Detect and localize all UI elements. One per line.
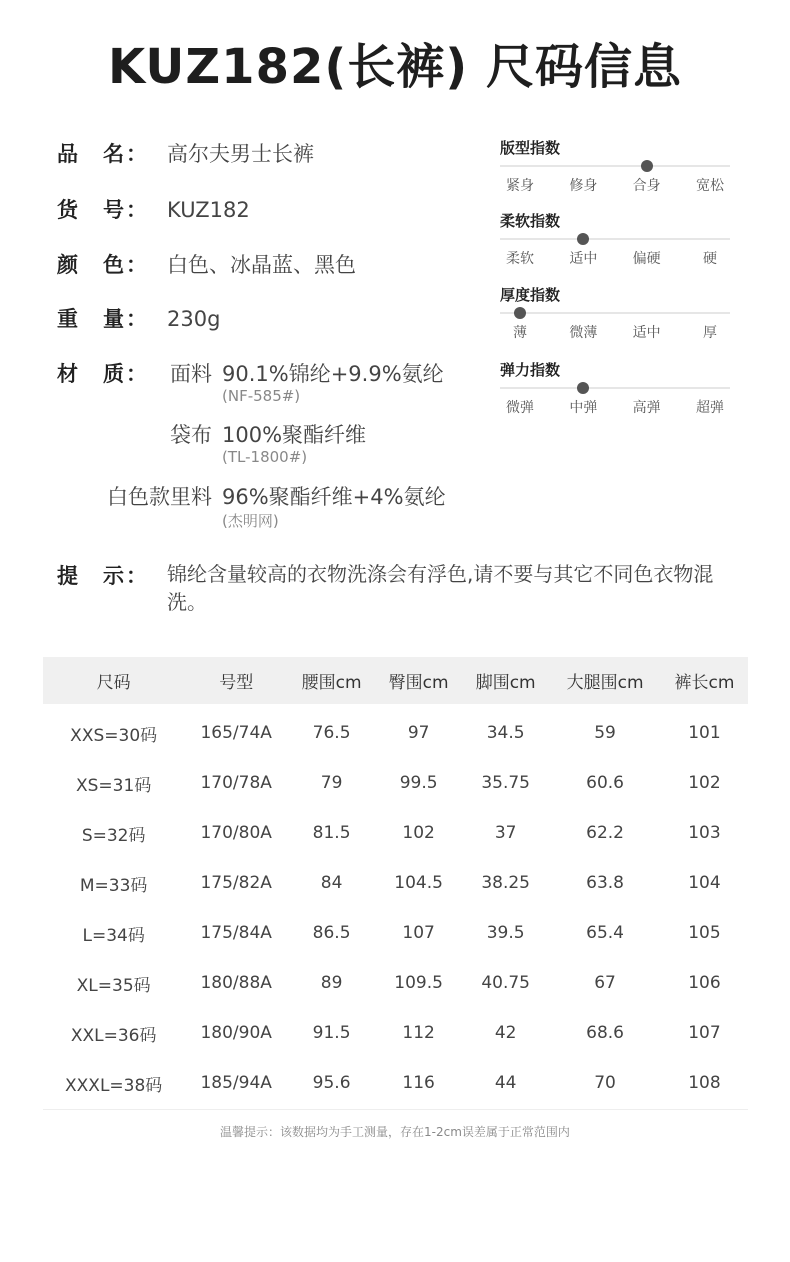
table-cell: 102 xyxy=(402,823,435,843)
column-header: 大腿围cm xyxy=(549,657,661,704)
table-cell: 107 xyxy=(688,1023,721,1043)
material-code: (NF-585#) xyxy=(222,387,301,405)
table-cell: 81.5 xyxy=(312,823,351,843)
elasticity-index xyxy=(500,359,730,417)
table-row xyxy=(43,858,748,908)
index-label: 超弹 xyxy=(695,400,724,416)
table-header-row xyxy=(43,657,748,704)
weight-label: 重 量： xyxy=(57,307,149,331)
table-cell: 76.5 xyxy=(312,723,351,743)
table-cell: 95.6 xyxy=(312,1073,351,1093)
table-cell: 34.5 xyxy=(486,723,525,743)
table-cell: 102 xyxy=(688,773,721,793)
table-cell: 101 xyxy=(688,723,721,743)
table-row xyxy=(43,704,748,758)
material-code: (杰明网) xyxy=(222,512,279,530)
material-label: 材 质： xyxy=(57,362,149,386)
table-cell: 108 xyxy=(688,1073,721,1093)
material-key: 袋布 xyxy=(170,423,212,447)
index-label: 薄 xyxy=(513,325,527,341)
index-track xyxy=(500,165,730,167)
index-label: 硬 xyxy=(702,251,717,267)
material-value: 96%聚酯纤维+4%氨纶 xyxy=(222,485,446,509)
table-row xyxy=(43,958,748,1008)
column-header: 臀围cm xyxy=(375,657,462,704)
product-weight: 230g xyxy=(167,307,221,331)
page-title: KUZ182(长裤) 尺码信息 xyxy=(108,39,682,95)
name-label: 品 名： xyxy=(57,142,149,166)
table-cell: S=32码 xyxy=(81,825,146,846)
table-cell: 175/84A xyxy=(200,923,272,943)
material-code: (TL-1800#) xyxy=(222,448,308,466)
table-cell: 59 xyxy=(594,723,616,743)
table-cell: XXS=30码 xyxy=(70,725,158,746)
table-cell: 165/74A xyxy=(200,723,272,743)
index-label: 宽松 xyxy=(695,178,724,194)
material-key: 面料 xyxy=(170,362,212,386)
index-marker xyxy=(577,382,589,394)
table-cell: M=33码 xyxy=(79,875,148,896)
table-cell: 70 xyxy=(594,1073,616,1093)
table-cell: 68.6 xyxy=(586,1023,624,1043)
column-header: 号型 xyxy=(184,657,288,704)
table-cell: 38.25 xyxy=(481,873,530,893)
table-cell: 104.5 xyxy=(394,873,443,893)
index-label: 中弹 xyxy=(569,400,598,416)
index-label: 微弹 xyxy=(506,400,534,416)
index-marker xyxy=(577,233,589,245)
index-track xyxy=(500,238,730,240)
index-track xyxy=(500,312,730,314)
product-colors: 白色、冰晶蓝、黑色 xyxy=(167,253,356,277)
index-label: 适中 xyxy=(569,251,598,267)
index-label: 适中 xyxy=(632,325,661,341)
table-cell: 103 xyxy=(688,823,721,843)
note-text: 锦纶含量较高的衣物洗涤会有浮色,请不要与其它不同色衣物混洗。 xyxy=(167,562,714,614)
material-value: 90.1%锦纶+9.9%氨纶 xyxy=(222,362,444,386)
divider xyxy=(43,1109,748,1110)
index-marker xyxy=(641,160,653,172)
table-cell: 175/82A xyxy=(200,873,272,893)
softness-index xyxy=(500,210,730,268)
material-key: 白色款里料 xyxy=(107,485,212,509)
table-cell: 107 xyxy=(402,923,435,943)
table-cell: 35.75 xyxy=(481,773,530,793)
index-label: 厚 xyxy=(702,325,717,341)
index-marker xyxy=(514,307,526,319)
table-cell: 109.5 xyxy=(394,973,443,993)
index-label: 合身 xyxy=(632,178,661,194)
table-cell: 105 xyxy=(688,923,721,943)
note-label: 提 示： xyxy=(57,564,149,588)
column-header: 脚围cm xyxy=(462,657,549,704)
table-cell: 116 xyxy=(402,1073,435,1093)
table-cell: 170/80A xyxy=(200,823,272,843)
table-row xyxy=(43,758,748,808)
table-cell: 39.5 xyxy=(486,923,525,943)
table-cell: 89 xyxy=(320,973,343,993)
index-label: 修身 xyxy=(569,178,598,194)
column-header: 裤长cm xyxy=(661,657,748,704)
table-cell: 60.6 xyxy=(586,773,624,793)
index-track xyxy=(500,387,730,389)
info-sku-row xyxy=(57,194,250,224)
table-cell: XXXL=38码 xyxy=(65,1075,163,1096)
product-sku: KUZ182 xyxy=(167,198,250,222)
info-color-row xyxy=(57,249,356,279)
table-cell: 185/94A xyxy=(200,1073,272,1093)
sku-label: 货 号： xyxy=(57,198,149,222)
index-label: 高弹 xyxy=(632,400,661,416)
index-label: 微薄 xyxy=(569,325,598,341)
table-cell: 44 xyxy=(494,1073,517,1093)
table-cell: 37 xyxy=(494,823,517,843)
table-cell: 67 xyxy=(594,973,616,993)
info-name-row xyxy=(57,138,314,168)
size-table xyxy=(43,657,748,1108)
table-cell: 62.2 xyxy=(586,823,624,843)
table-cell: 97 xyxy=(407,723,430,743)
table-cell: 99.5 xyxy=(399,773,438,793)
table-cell: XS=31码 xyxy=(76,775,152,796)
table-cell: 65.4 xyxy=(586,923,624,943)
index-title: 版型指数 xyxy=(500,139,561,157)
table-cell: 180/88A xyxy=(200,973,272,993)
footnote: 温馨提示：该数据均为手工测量，存在1-2cm误差属于正常范围内 xyxy=(220,1125,570,1139)
table-cell: 106 xyxy=(688,973,721,993)
index-label: 偏硬 xyxy=(632,251,661,267)
table-cell: 180/90A xyxy=(200,1023,272,1043)
table-cell: XXL=36码 xyxy=(70,1025,157,1046)
table-row xyxy=(43,1008,748,1058)
info-weight-row xyxy=(57,303,220,333)
fit-index xyxy=(500,137,730,195)
index-label: 紧身 xyxy=(506,178,534,194)
index-label: 柔软 xyxy=(506,251,534,267)
column-header: 尺码 xyxy=(43,657,184,704)
index-title: 柔软指数 xyxy=(500,212,561,230)
table-cell: 170/78A xyxy=(200,773,272,793)
product-name: 高尔夫男士长裤 xyxy=(167,142,314,166)
table-cell: 79 xyxy=(320,773,343,793)
table-cell: 112 xyxy=(402,1023,435,1043)
table-cell: 40.75 xyxy=(481,973,530,993)
table-cell: L=34码 xyxy=(82,925,145,946)
index-title: 弹力指数 xyxy=(500,361,561,379)
column-header: 腰围cm xyxy=(288,657,375,704)
index-title: 厚度指数 xyxy=(500,286,561,304)
color-label: 颜 色： xyxy=(57,253,149,277)
thickness-index xyxy=(500,284,730,342)
table-cell: XL=35码 xyxy=(76,975,151,996)
table-cell: 42 xyxy=(494,1023,517,1043)
table-cell: 86.5 xyxy=(312,923,351,943)
table-row xyxy=(43,808,748,858)
material-value: 100%聚酯纤维 xyxy=(222,423,367,447)
table-row xyxy=(43,908,748,958)
table-cell: 91.5 xyxy=(312,1023,351,1043)
table-cell: 104 xyxy=(688,873,721,893)
table-row xyxy=(43,1058,748,1108)
table-cell: 63.8 xyxy=(586,873,624,893)
materials-block xyxy=(0,358,500,538)
table-cell: 84 xyxy=(320,873,343,893)
